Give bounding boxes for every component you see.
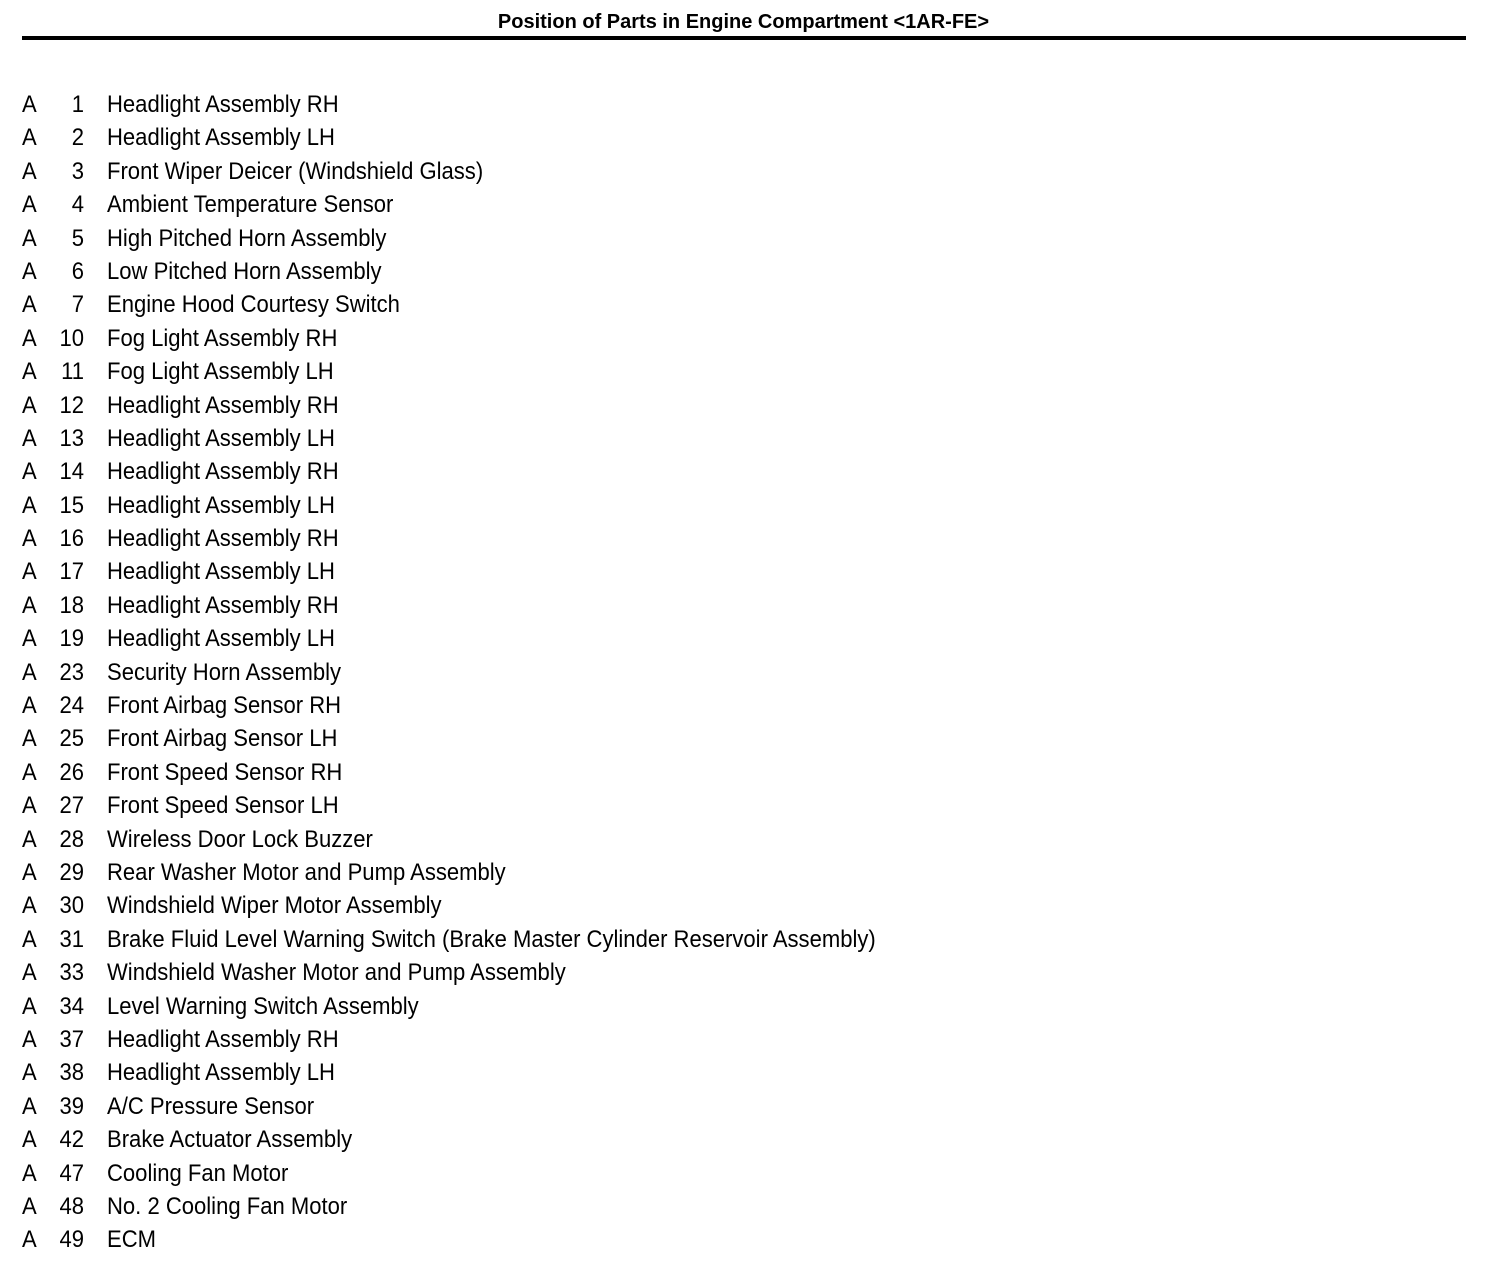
part-name: Headlight Assembly LH [107,625,335,653]
list-item [0,355,1200,388]
part-name: Fog Light Assembly LH [107,358,334,386]
part-code: A [22,792,37,820]
part-code: A [22,525,37,553]
list-item [0,990,1200,1023]
part-name: Brake Fluid Level Warning Switch (Brake Master Cylinder Reservoir Assembly) [107,925,876,953]
part-name: Windshield Washer Motor and Pump Assembly [107,959,566,987]
part-code: A [22,892,37,920]
part-code: A [22,291,37,319]
list-item [0,222,1200,255]
list-item [0,1090,1200,1123]
part-code: A [22,591,37,619]
part-name: Front Airbag Sensor LH [107,725,338,753]
list-item [0,389,1200,422]
list-item [0,555,1200,588]
list-item [0,88,1200,121]
part-code: A [22,124,37,152]
part-code: A [22,1059,37,1087]
part-name: Ambient Temperature Sensor [107,191,394,219]
part-number: 27 [59,792,84,820]
part-number: 37 [59,1025,84,1053]
part-number: 39 [59,1092,84,1120]
list-item [0,756,1200,789]
list-item [0,522,1200,555]
part-name: Security Horn Assembly [107,658,342,686]
part-number: 42 [59,1126,84,1154]
part-code: A [22,1092,37,1120]
part-name: Low Pitched Horn Assembly [107,257,382,285]
part-code: A [22,157,37,185]
part-name: Front Wiper Deicer (Windshield Glass) [107,157,484,185]
part-name: Headlight Assembly LH [107,1059,335,1087]
list-item [0,1023,1200,1056]
part-number: 34 [59,992,84,1020]
page-title: Position of Parts in Engine Compartment <1AR-FE> [497,11,990,33]
part-number: 49 [59,1226,84,1254]
part-number: 30 [59,892,84,920]
list-item [0,255,1200,288]
part-code: A [22,925,37,953]
part-number: 25 [59,725,84,753]
list-item [0,1157,1200,1190]
part-number: 2 [71,124,84,152]
part-code: A [22,491,37,519]
list-item [0,121,1200,154]
list-item [0,722,1200,755]
list-item [0,856,1200,889]
part-name: Front Airbag Sensor RH [107,692,342,720]
part-code: A [22,424,37,452]
part-code: A [22,992,37,1020]
part-name: Wireless Door Lock Buzzer [107,825,373,853]
list-item [0,789,1200,822]
part-code: A [22,358,37,386]
part-number: 17 [59,558,84,586]
list-item [0,489,1200,522]
part-name: Level Warning Switch Assembly [107,992,419,1020]
list-item [0,689,1200,722]
part-name: Headlight Assembly RH [107,391,339,419]
part-name: A/C Pressure Sensor [107,1092,315,1120]
part-number: 47 [59,1159,84,1187]
list-item [0,656,1200,689]
part-code: A [22,725,37,753]
list-item [0,155,1200,188]
part-number: 48 [59,1192,84,1220]
list-item [0,923,1200,956]
part-code: A [22,191,37,219]
part-code: A [22,257,37,285]
part-code: A [22,692,37,720]
part-code: A [22,458,37,486]
list-item [0,1123,1200,1156]
part-number: 3 [71,157,84,185]
part-name: Engine Hood Courtesy Switch [107,291,400,319]
part-number: 7 [71,291,84,319]
part-name: Windshield Wiper Motor Assembly [107,892,442,920]
part-number: 5 [71,224,84,252]
part-number: 15 [59,491,84,519]
part-number: 24 [59,692,84,720]
part-number: 10 [59,324,84,352]
part-number: 18 [59,591,84,619]
list-item [0,823,1200,856]
list-item [0,455,1200,488]
list-item [0,1056,1200,1089]
part-name: Headlight Assembly RH [107,458,339,486]
part-name: High Pitched Horn Assembly [107,224,387,252]
list-item [0,956,1200,989]
part-number: 33 [59,959,84,987]
part-code: A [22,658,37,686]
part-code: A [22,224,37,252]
part-number: 29 [59,858,84,886]
part-name: Rear Washer Motor and Pump Assembly [107,858,506,886]
list-item [0,322,1200,355]
parts-list [0,88,1200,1257]
list-item [0,188,1200,221]
part-code: A [22,1126,37,1154]
part-number: 13 [59,424,84,452]
part-number: 11 [61,358,84,386]
part-code: A [22,1192,37,1220]
part-name: Brake Actuator Assembly [107,1126,353,1154]
part-code: A [22,1025,37,1053]
part-name: No. 2 Cooling Fan Motor [107,1192,348,1220]
title-divider [22,36,1466,40]
part-name: Cooling Fan Motor [107,1159,289,1187]
part-name: Headlight Assembly RH [107,91,339,118]
list-item [0,288,1200,321]
part-name: Front Speed Sensor RH [107,758,343,786]
part-name: Headlight Assembly LH [107,124,335,152]
part-code: A [22,1159,37,1187]
part-code: A [22,558,37,586]
part-number: 38 [59,1059,84,1087]
list-item [0,622,1200,655]
list-item [0,589,1200,622]
part-number: 26 [59,758,84,786]
part-code: A [22,625,37,653]
part-name: Headlight Assembly RH [107,591,339,619]
part-name: Headlight Assembly LH [107,491,335,519]
part-code: A [22,391,37,419]
list-item [0,1190,1200,1223]
part-name: Front Speed Sensor LH [107,792,339,820]
part-number: 12 [59,391,84,419]
list-item [0,889,1200,922]
part-code: A [22,324,37,352]
part-number: 23 [59,658,84,686]
part-code: A [22,91,37,118]
part-code: A [22,758,37,786]
list-item [0,1223,1200,1256]
part-number: 28 [59,825,84,853]
part-code: A [22,959,37,987]
part-number: 14 [59,458,84,486]
part-number: 6 [71,257,84,285]
part-name: Headlight Assembly LH [107,558,335,586]
part-name: Fog Light Assembly RH [107,324,338,352]
part-code: A [22,825,37,853]
part-number: 19 [59,625,84,653]
part-code: A [22,858,37,886]
part-name: Headlight Assembly RH [107,1025,339,1053]
part-name: Headlight Assembly RH [107,525,339,553]
part-number: 31 [59,925,84,953]
list-item [0,422,1200,455]
part-number: 16 [59,525,84,553]
part-name: ECM [107,1226,157,1254]
part-code: A [22,1226,37,1254]
part-number: 1 [71,91,84,118]
part-name: Headlight Assembly LH [107,424,335,452]
part-number: 4 [71,191,84,219]
